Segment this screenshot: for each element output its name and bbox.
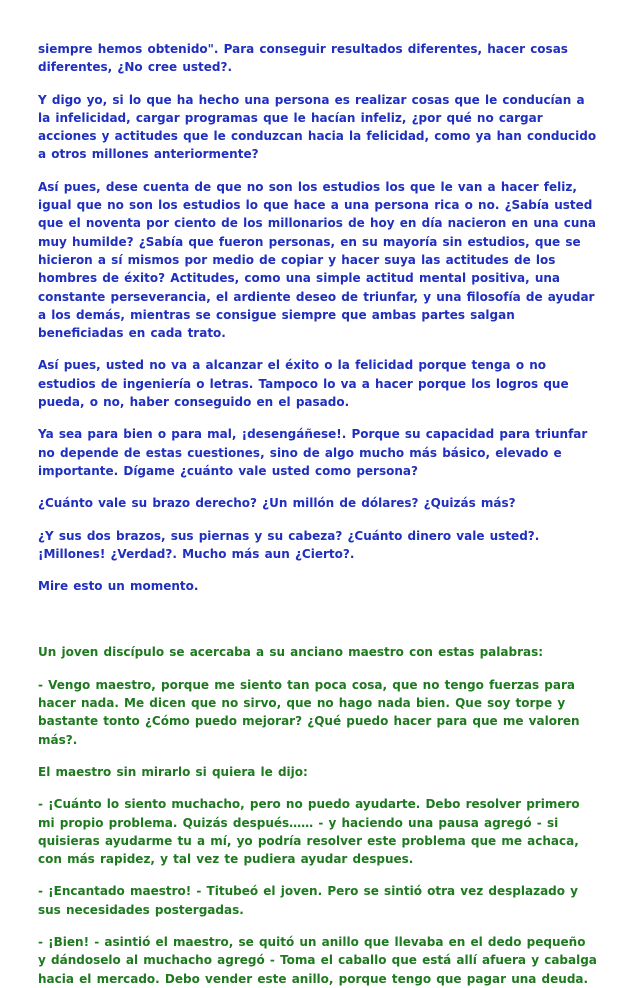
paragraph-green-6: - ¡Bien! - asintió el maestro, se quitó un anillo que llevaba en el dedo pequeño y dándoselo al muchacho agregó - Toma el caballo que está allí afuera y cabalga hacia el mercado. Debo vender este anillo, porque tengo que pagar una deuda. bbox=[38, 934, 597, 986]
paragraph-green-4: - ¡Cuánto lo siento muchacho, pero no puedo ayudarte. Debo resolver primero mi propio problema. Quizás después…… - y haciendo una pausa agregó - si quisieras ayudarme tu a mí, yo podría resolver este problema que me achaca, con más rapidez, y tal vez te pudiera ayudar despues. bbox=[38, 797, 580, 867]
paragraph-green-2: - Vengo maestro, porque me siento tan poca cosa, que no tengo fuerzas para hacer nada. Me dicen que no sirvo, que no hago nada bien. Que soy torpe y bastante tonto ¿Cómo puedo mejorar? ¿Qué puedo hacer para que me valoren más?. bbox=[38, 677, 580, 747]
paragraph-green-3: El maestro sin mirarlo si quiera le dijo: bbox=[38, 764, 308, 779]
paragraph-blue-4: Así pues, usted no va a alcanzar el éxito o la felicidad porque tenga o no estudios de ingeniería o letras. Tampoco lo va a hacer porque los logros que pueda, o no, haber conseguido en el pasado. bbox=[38, 358, 569, 410]
paragraph-blue-1: siempre hemos obtenido". Para conseguir resultados diferentes, hacer cosas diferentes, ¿No cree usted?. bbox=[38, 42, 568, 75]
paragraph-green-1: Un joven discípulo se acercaba a su anciano maestro con estas palabras: bbox=[38, 645, 544, 660]
paragraph-blue-3: Así pues, dese cuenta de que no son los estudios los que le van a hacer feliz, igual que no son los estudios lo que hace a una persona rica o no. ¿Sabía usted que el noventa por ciento de los millonarios de hoy en día nacieron en una cuna muy humilde? ¿Sabía que fueron personas, en su mayoría sin estudios, que se hicieron a sí mismos por medio de copiar y hacer suya las actitudes de los hombres de éxito? Actitudes, como una simple actitud mental positiva, una constante perseverancia, el ardiente deseo de triunfar, y una filosofía de ayudar a los demás, mientras se consigue siempre que ambas partes salgan beneficiadas en cada trato. bbox=[38, 179, 597, 341]
paragraph-blue-5: Ya sea para bien o para mal, ¡desengáñese!. Porque su capacidad para triunfar no depende de estas cuestiones, sino de algo mucho más básico, elevado e importante. Dígame ¿cuánto vale usted como persona? bbox=[38, 427, 588, 478]
paragraph-green-5: - ¡Encantado maestro! - Titubeó el joven. Pero se sintió otra vez desplazado y sus necesidades postergadas. bbox=[38, 884, 579, 917]
document-page bbox=[38, 40, 598, 988]
paragraph-blue-6: ¿Cuánto vale su brazo derecho? ¿Un millón de dólares? ¿Quizás más? bbox=[38, 496, 516, 511]
paragraph-blue-2: Y digo yo, si lo que ha hecho una persona es realizar cosas que le conducían a la infelicidad, cargar programas que le hacían infeliz, ¿por qué no cargar acciones y actitudes que le conduzcan hacia la felicidad, como ya han conducido a otros millones anteriormente? bbox=[38, 92, 597, 162]
paragraph-blue-8: Mire esto un momento. bbox=[38, 579, 199, 594]
paragraph-blue-7: ¿Y sus dos brazos, sus piernas y su cabeza? ¿Cuánto dinero vale usted?. ¡Millones! ¿Verdad?. Mucho más aun ¿Cierto?. bbox=[38, 528, 540, 561]
